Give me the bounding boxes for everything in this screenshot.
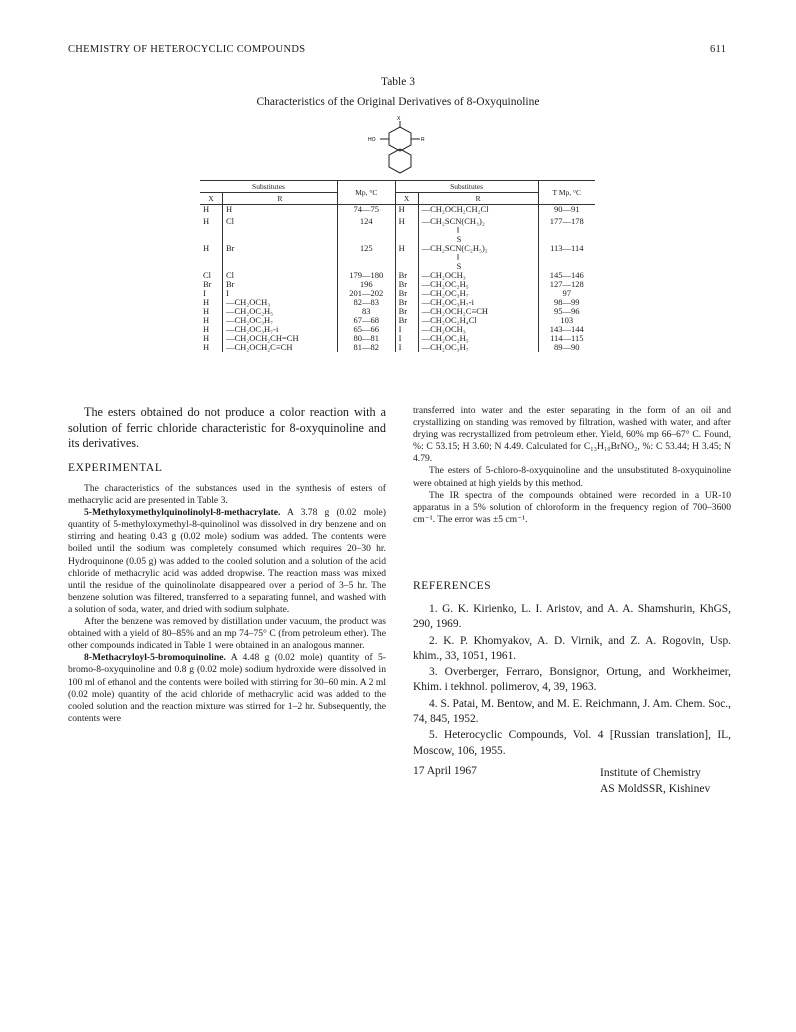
mp-header: Mp, °C: [338, 181, 396, 205]
cell-r: —CH₂OCH₂C≡CH: [223, 343, 338, 352]
cell-r: —CH₂OCH₂CH=CH: [223, 334, 338, 343]
table-row: [200, 271, 595, 280]
cell-mp2: 103: [538, 316, 595, 325]
cell-r2: —CH₂OC₂H₄Cl: [418, 316, 538, 325]
table-row: [200, 280, 595, 289]
received-date: 17 April 1967: [413, 765, 477, 777]
table-row: [200, 235, 595, 244]
cell-mp2: 89—90: [538, 343, 595, 352]
cell-mp2: 114—115: [538, 334, 595, 343]
cell-mp: [338, 253, 396, 262]
cell-r: Br: [223, 244, 338, 253]
cell-x2: I: [395, 343, 418, 352]
table-caption: Characteristics of the Original Derivatives of 8-Oxyquinoline: [256, 96, 540, 108]
experimental-p4: [68, 652, 386, 725]
cell-r: Cl: [223, 271, 338, 280]
intro-text: The esters obtained do not produce a color reaction with a solution of ferric chloride characteristic for 8-oxyquinoline and its derivatives.: [68, 405, 386, 450]
x-header: X: [208, 194, 214, 203]
cell-r2: —CH₂OC₃H₇-i: [418, 298, 538, 307]
experimental-p3: After the benzene was removed by distillation under vacuum, the product was obtained with a yield of 80–85% and an mp 74–75° C (from petroleum ether). The other compounds indicated in Table 1 were obtained in an analogous manner.: [68, 616, 386, 652]
cell-mp: 81—82: [338, 343, 396, 352]
cell-x2: H: [395, 217, 418, 226]
cell-r: —CH₂OC₂H₅: [223, 307, 338, 316]
data-table-container: [200, 180, 595, 352]
cell-x: [200, 226, 223, 235]
cell-r: [223, 253, 338, 262]
cell-mp2: 95—96: [538, 307, 595, 316]
cell-x: H: [203, 296, 210, 307]
cell-x2: [395, 253, 418, 262]
cell-r2: —CH₂OCH₂C≡CH: [418, 307, 538, 316]
cell-x2: Br: [395, 271, 418, 280]
cell-r: —CH₂OC₃H₇: [223, 316, 338, 325]
compound-body-1: A 3.78 g (0.02 mole) quantity of 5-methyloxymethyl-8-quinolinol was dissolved in dry benzene and on stirring and heating 0.43 g (0.02 mole) sodium was added. The contents were boiled until the sodium was completely consumed which requires 20–30 hr. Hydroquinone (0.05 g) was added to the cooled solution and a solution of the acid chloride of methacrylic acid was added dropwise. The reaction mass was mixed until the residue of the quinolinolate disappeared over a period of 3–5 hr. The benzene solution was filtered, transferred to a separating funnel, and washed with a solution of soda, water, and dried with sodium sulphate.: [68, 507, 386, 615]
cell-r2: —CH₂OCH₂CH₂Cl: [418, 205, 538, 217]
right-p1: transferred into water and the ester separating in the form of an oil and crystallizing on standing was removed by filtration, washed with water, and after drying was recrystallized from petroleum ether. Yield, 60% mp 66–67° C. Found, %: C 53.15; H 3.60; N 4.49. Calculated for C₁₃H₁₀BrNO₂, %: C 53.44; H 3.45; N 4.79.: [413, 405, 731, 465]
cell-mp: 82—83: [338, 298, 396, 307]
cell-mp: 125: [338, 244, 396, 253]
reference-item: 4. S. Patai, M. Bentow, and M. E. Reichmann, J. Am. Chem. Soc., 74, 845, 1952.: [413, 697, 731, 726]
institution-line-1: Institute of Chemistry: [600, 767, 701, 779]
cell-mp2: 127—128: [538, 280, 595, 289]
reference-item: 5. Heterocyclic Compounds, Vol. 4 [Russian translation], IL, Moscow, 106, 1955.: [413, 729, 731, 757]
cell-r: —CH₂OC₃H₇-i: [223, 325, 338, 334]
reference-item: 3. Overberger, Ferraro, Bonsignor, Ortung, and Workheimer, Khim. i tekhnol. polimerov, 4, 39, 1963.: [413, 666, 731, 694]
cell-x: H: [203, 305, 210, 316]
cell-r2: —CH₂OC₃H₇: [418, 343, 538, 352]
compound-body-2: A 4.48 g (0.02 mole) quantity of 5-bromo-8-oxyquinoline and 0.8 g (0.02 mole) sodium hydroxide were dissolved in 100 ml of ethanol and the contents were boiled with stirring for 30–60 min. A 2 ml (0.02 mole) quantity of the acid chloride of methacrylic acid was added to the cooled solution and the reaction mixture was stirred for 1–2 hr. Subsequently, the contents were: [68, 652, 386, 724]
cell-r2: —CH₂OC₂H₅: [418, 334, 538, 343]
cell-r: —CH₂OCH₃: [223, 298, 338, 307]
references-list: [413, 602, 731, 759]
experimental-heading: EXPERIMENTAL: [68, 462, 163, 474]
cell-r: I: [223, 289, 338, 298]
cell-mp: 83: [338, 307, 396, 316]
cell-mp2: 98—99: [538, 298, 595, 307]
left-body: [68, 483, 386, 725]
cell-mp2: 143—144: [538, 325, 595, 334]
cell-mp2: 145—146: [538, 271, 595, 280]
cell-r2: —CH₂OCH₃: [418, 271, 538, 280]
cell-mp: 80—81: [338, 334, 396, 343]
table-row: [200, 226, 595, 235]
structure-x-label: X: [397, 116, 401, 122]
cell-r: [223, 235, 338, 244]
cell-mp: 179—180: [338, 271, 396, 280]
cell-mp: 65—66: [338, 325, 396, 334]
cell-mp: 124: [338, 217, 396, 226]
running-header: CHEMISTRY OF HETEROCYCLIC COMPOUNDS: [68, 44, 306, 55]
cell-r2: S: [418, 235, 538, 244]
cell-mp: 74—75: [338, 205, 396, 217]
cell-x: H: [203, 341, 210, 352]
cell-x: H: [203, 204, 210, 214]
cell-mp: [338, 226, 396, 235]
cell-x2: Br: [395, 307, 418, 316]
cell-mp: 201—202: [338, 289, 396, 298]
substitutes-header: Substitutes: [200, 181, 338, 193]
x2-header: X: [395, 193, 418, 205]
reference-item: 1. G. K. Kirienko, L. I. Aristov, and A. A. Shamshurin, KhGS, 290, 1969.: [413, 603, 731, 631]
table-label: Table 3: [380, 76, 415, 88]
references-heading: REFERENCES: [413, 580, 492, 592]
cell-r: Cl: [223, 217, 338, 226]
structure-ho-label: HO: [368, 137, 376, 143]
cell-mp2: [538, 226, 595, 235]
cell-r2: —CH₂OC₂H₅: [418, 280, 538, 289]
cell-x: H: [203, 314, 210, 325]
cell-x: Cl: [203, 269, 212, 280]
cell-mp2: 90—91: [538, 205, 595, 217]
intro-paragraph: [68, 405, 386, 452]
cell-x2: H: [395, 205, 418, 217]
experimental-p2: [68, 507, 386, 616]
cell-x: H: [203, 323, 210, 334]
table-row: [200, 244, 595, 253]
page-number: 611: [710, 44, 727, 55]
table-row: [200, 343, 595, 352]
cell-x2: Br: [395, 298, 418, 307]
cell-x2: Br: [395, 316, 418, 325]
cell-mp: 196: [338, 280, 396, 289]
cell-r: [223, 262, 338, 271]
cell-r2: S: [418, 262, 538, 271]
cell-x2: I: [395, 334, 418, 343]
cell-x: H: [203, 242, 210, 253]
table-row: [200, 253, 595, 262]
experimental-p1: The characteristics of the substances used in the synthesis of esters of methacrylic acid are presented in Table 3.: [68, 483, 386, 507]
cell-r: [223, 226, 338, 235]
table-row: [200, 217, 595, 226]
institution: [600, 765, 710, 797]
cell-r2: ‖: [418, 253, 538, 262]
cell-mp2: [538, 253, 595, 262]
cell-x2: I: [395, 325, 418, 334]
institution-line-2: AS MoldSSR, Kishinev: [600, 783, 711, 795]
reference-item: 2. K. P. Khomyakov, A. D. Virnik, and Z. A. Rogovin, Usp. khim., 33, 1051, 1961.: [413, 634, 731, 662]
cell-x2: [395, 226, 418, 235]
cell-r: Br: [223, 280, 338, 289]
cell-mp2: 177—178: [538, 217, 595, 226]
right-p3: The IR spectra of the compounds obtained were recorded in a UR-10 apparatus in a 5% solution of chloroform in the frequency region of 700–3600 cm⁻¹. The error was ±5 cm⁻¹.: [413, 489, 731, 525]
cell-x2: H: [395, 244, 418, 253]
cell-r2: —CH₂SCN(CH₃)₂: [418, 217, 538, 226]
right-body: [413, 405, 731, 526]
tmp-header: T Mp, °C: [538, 181, 595, 205]
cell-r: H: [223, 205, 338, 217]
compound-title-2: 8-Methacryloyl-5-bromoquinoline.: [84, 652, 226, 664]
cell-x: [200, 253, 223, 262]
cell-mp: 67—68: [338, 316, 396, 325]
substitutes-header-2: Substitutes: [395, 181, 538, 193]
cell-r2: —CH₂OCH₃: [418, 325, 538, 334]
data-table: [200, 180, 595, 352]
cell-x: H: [203, 332, 210, 343]
cell-x: I: [203, 287, 206, 298]
cell-r2: ‖: [418, 226, 538, 235]
structure-r-label: R: [421, 137, 425, 143]
cell-mp2: 97: [538, 289, 595, 298]
table-row: [200, 262, 595, 271]
cell-r2: —CH₂SCN(C₂H₅)₂: [418, 244, 538, 253]
table-row: [200, 205, 595, 217]
oxyquinoline-structure: [360, 113, 440, 175]
right-p2: The esters of 5-chloro-8-oxyquinoline and the unsubstituted 8-oxyquinoline were obtained at high yields by this method.: [413, 465, 731, 489]
r2-header: R: [418, 193, 538, 205]
cell-mp2: 113—114: [538, 244, 595, 253]
cell-x: H: [203, 215, 210, 226]
table-body: [200, 205, 595, 352]
compound-title-1: 5-Methyloxymethylquinolinolyl-8-methacrylate.: [84, 507, 281, 519]
cell-x2: Br: [395, 280, 418, 289]
cell-x2: Br: [395, 289, 418, 298]
cell-r2: —CH₂OC₃H₇: [418, 289, 538, 298]
cell-x: Br: [203, 278, 212, 289]
r-header: R: [223, 193, 338, 205]
